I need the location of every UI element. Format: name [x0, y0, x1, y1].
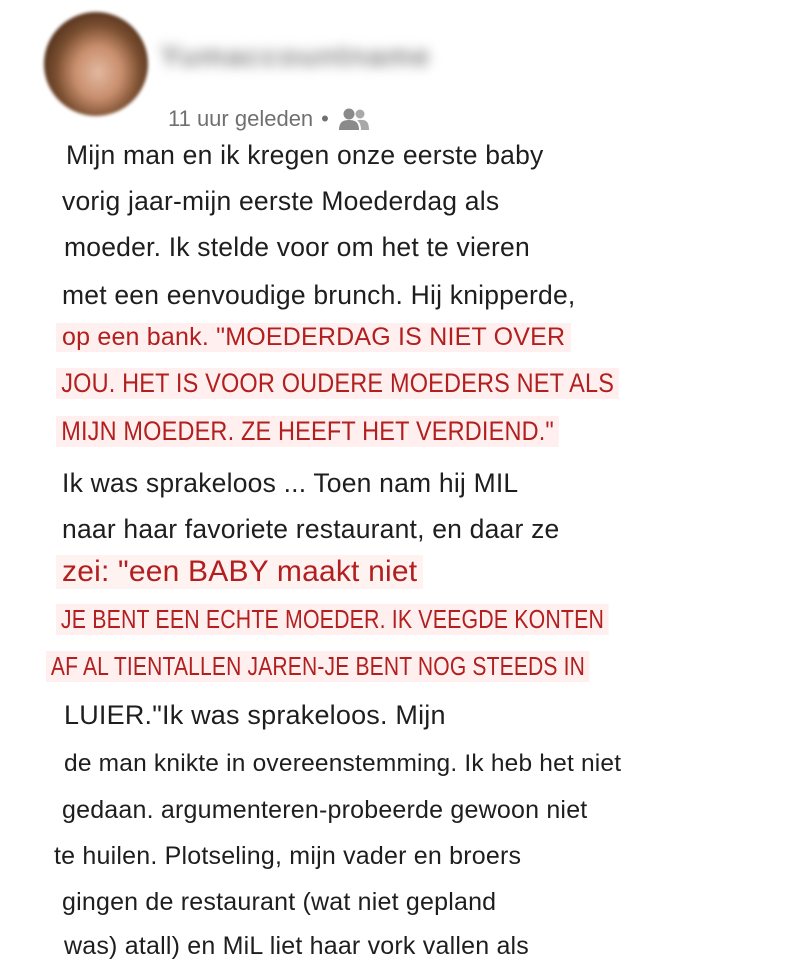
separator-dot: •: [321, 106, 329, 131]
post-text-line: vorig jaar-mijn eerste Moederdag als: [62, 186, 500, 216]
highlighted-quote-line: op een bank. "MOEDERDAG IS NIET OVER: [56, 323, 571, 352]
post-text-line: met een eenvoudige brunch. Hij knipperde,: [62, 280, 576, 310]
post-text-line: te huilen. Plotseling, mijn vader en broers: [54, 842, 522, 870]
highlighted-quote-line: zei: "een BABY maakt niet: [56, 555, 423, 589]
avatar[interactable]: [44, 12, 148, 116]
post-text-line: moeder. Ik stelde voor om het te vieren: [64, 232, 530, 262]
people-icon[interactable]: [337, 106, 371, 132]
post-text-line: gedaan. argumenteren-probeerde gewoon niet: [62, 796, 588, 824]
post-text-line: de man knikte in overeenstemming. Ik heb het niet: [64, 750, 622, 777]
highlighted-quote-line: MIJN MOEDER. ZE HEEFT HET VERDIEND.": [56, 416, 559, 447]
post-meta: [168, 106, 371, 132]
highlighted-quote-line: JOU. HET IS VOOR OUDERE MOEDERS NET ALS: [56, 368, 619, 399]
highlighted-quote-line: AF AL TIENTALLEN JAREN-JE BENT NOG STEEDS IN: [46, 651, 590, 682]
post-text-line: LUIER."Ik was sprakeloos. Mijn: [64, 700, 446, 730]
highlighted-quote-line: JE BENT EEN ECHTE MOEDER. IK VEEGDE KONTEN: [56, 604, 609, 635]
post-text-line: Mijn man en ik kregen onze eerste baby: [66, 140, 544, 170]
username[interactable]: Yumaccountname: [160, 40, 431, 73]
post-text-line: gingen de restaurant (wat niet gepland: [62, 888, 497, 916]
post-text-line: was) atall) en MiL liet haar vork vallen als: [64, 932, 530, 960]
timestamp[interactable]: 11 uur geleden: [168, 106, 314, 131]
post-text-line: naar haar favoriete restaurant, en daar ze: [62, 514, 560, 544]
post-text-line: Ik was sprakeloos ... Toen nam hij MIL: [62, 468, 519, 498]
